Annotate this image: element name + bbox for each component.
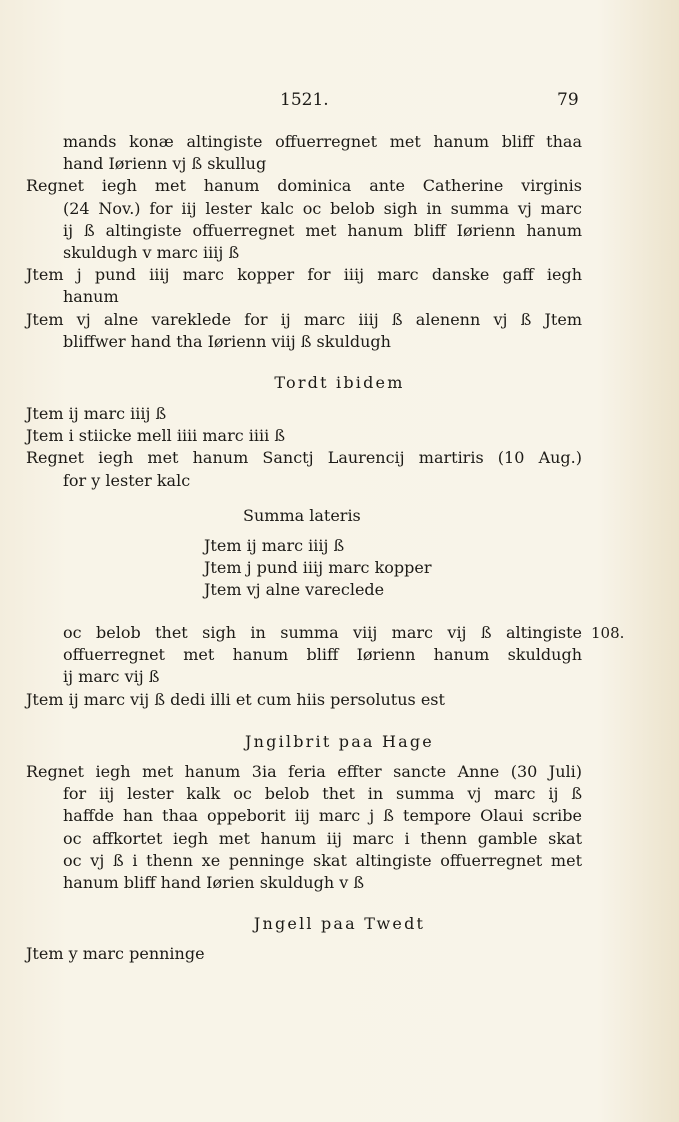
page-header bbox=[0, 90, 679, 112]
text-line: (24 Nov.) for iij lester kalc oc belob sigh in summa vj marc bbox=[63, 198, 582, 218]
text-line: hand Iørienn vj ß skullug bbox=[63, 154, 267, 174]
text-line: Jtem y marc penninge bbox=[26, 944, 205, 963]
text-line: bliffwer hand tha Iørienn viij ß skuldugh bbox=[63, 331, 391, 351]
summa-item: Jtem vj alne vareclede bbox=[204, 580, 385, 599]
page-year: 1521. bbox=[280, 90, 329, 110]
entry-block-4 bbox=[26, 761, 582, 894]
text-line: Jtem i stiicke mell iiii marc iiii ß bbox=[26, 426, 286, 446]
entry-block-3 bbox=[26, 622, 582, 711]
text-line: ij ß altingiste offuerregnet met hanum bliff Iørienn hanum bbox=[63, 220, 582, 240]
margin-note: 108. bbox=[591, 624, 625, 642]
text-line: ij marc vij ß bbox=[63, 667, 160, 687]
entry-block-2 bbox=[26, 403, 582, 492]
text-line: hanum bliff hand Iørien skuldugh v ß bbox=[63, 873, 365, 893]
entry-block-5 bbox=[26, 943, 582, 965]
text-line: for y lester kalc bbox=[63, 470, 191, 490]
section-heading-jngilbrit: Jngilbrit paa Hage bbox=[245, 732, 434, 751]
text-line: Jtem j pund iiij marc kopper for iiij marc danske gaff iegh bbox=[26, 265, 582, 285]
text-line: mands konæ altingiste offuerregnet met hanum bliff thaa bbox=[63, 132, 582, 151]
text-line: for iij lester kalk oc belob thet in summa vj marc ij ß bbox=[63, 784, 582, 804]
text-line: haffde han thaa oppeborit iij marc j ß tempore Olaui scribe bbox=[63, 806, 582, 826]
entry-block-1 bbox=[26, 131, 582, 353]
text-line: hanum bbox=[63, 287, 119, 307]
text-line: Jtem ij marc iiij ß bbox=[26, 404, 167, 423]
text-line: skuldugh v marc iiij ß bbox=[63, 243, 240, 263]
text-line: oc affkortet iegh met hanum iij marc i thenn gamble skat bbox=[63, 828, 582, 848]
text-line: offuerregnet met hanum bliff Iørienn hanum skuldugh bbox=[63, 645, 582, 665]
text-line: Regnet iegh met hanum 3ia feria effter sancte Anne (30 Juli) bbox=[26, 762, 582, 781]
text-line: Jtem vj alne vareklede for ij marc iiij ß alenenn vj ß Jtem bbox=[26, 309, 582, 329]
summa-item: Jtem j pund iiij marc kopper bbox=[204, 558, 432, 577]
text-line: Regnet iegh met hanum Sanctj Laurencij martiris (10 Aug.) bbox=[26, 448, 582, 468]
section-heading-tordt: Tordt ibidem bbox=[274, 373, 405, 392]
summa-lateris-list bbox=[204, 535, 432, 601]
text-line: oc belob thet sigh in summa viij marc vij ß altingiste bbox=[63, 623, 582, 642]
summa-item: Jtem ij marc iiij ß bbox=[204, 536, 345, 555]
page-number: 79 bbox=[557, 90, 579, 110]
text-line: oc vj ß i thenn xe penninge skat altingiste offuerregnet met bbox=[63, 850, 582, 870]
summa-lateris-label: Summa lateris bbox=[243, 506, 361, 525]
text-line: Regnet iegh met hanum dominica ante Catherine virginis bbox=[26, 176, 582, 196]
text-line: Jtem ij marc vij ß dedi illi et cum hiis persolutus est bbox=[26, 689, 445, 709]
section-heading-jngell: Jngell paa Twedt bbox=[253, 914, 426, 933]
